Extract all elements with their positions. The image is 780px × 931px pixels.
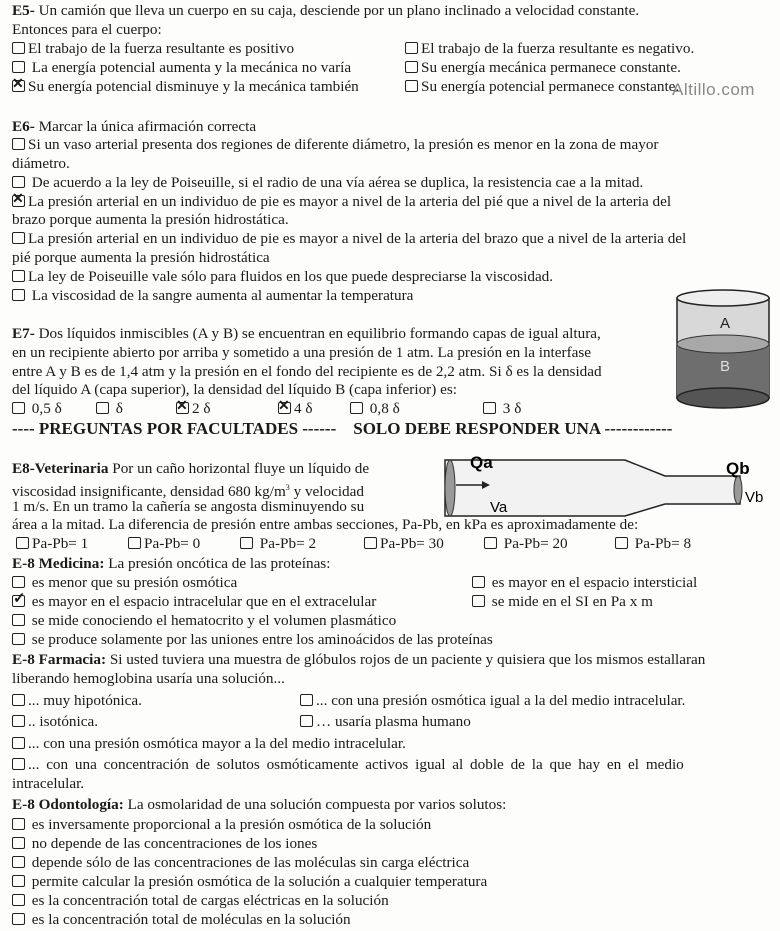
question-number: E-8 Medicina:	[12, 555, 105, 572]
option-label: La presión arterial en un individuo de pie es mayor a nivel de la arteria del brazo que a nivel de la arteria del	[28, 230, 687, 247]
checkbox-checked[interactable]	[278, 402, 291, 414]
question-number: E-8 Farmacia:	[12, 651, 107, 668]
option[interactable]	[300, 692, 685, 710]
question-number: E8-Veterinaria	[12, 460, 109, 477]
checkbox[interactable]	[240, 537, 253, 549]
option-label: 0,5 δ	[28, 400, 62, 417]
checkbox[interactable]	[12, 758, 25, 770]
option-label: La energía potencial aumenta y la mecánica no varía	[28, 59, 352, 76]
option-label: … usaría plasma humano	[316, 713, 471, 730]
label-va: Va	[490, 499, 508, 516]
checkbox[interactable]	[12, 576, 25, 588]
option[interactable]	[483, 400, 521, 418]
checkbox[interactable]	[12, 138, 25, 150]
checkbox[interactable]	[472, 576, 485, 588]
checkbox[interactable]	[12, 402, 25, 414]
checkbox[interactable]	[12, 715, 25, 727]
option-label: ... con una concentración de solutos osmóticamente activos igual al doble de la que hay en el medio	[28, 756, 684, 773]
checkbox-checked[interactable]	[12, 595, 25, 607]
checkbox[interactable]	[16, 537, 29, 549]
option[interactable]	[12, 816, 431, 834]
checkbox[interactable]	[12, 61, 25, 73]
checkbox[interactable]	[12, 913, 25, 925]
section-banner	[12, 420, 672, 438]
option-label: El trabajo de la fuerza resultante es negativo.	[421, 40, 695, 57]
option[interactable]	[484, 535, 568, 553]
checkbox[interactable]	[364, 537, 377, 549]
checkbox[interactable]	[12, 232, 25, 244]
question-text: liberando hemoglobina usaría una solución...	[12, 670, 285, 687]
label-vb: Vb	[745, 489, 764, 506]
option[interactable]	[12, 78, 359, 96]
option-label: Si un vaso arterial presenta dos regiones de diferente diámetro, la presión es menor en la zona de mayor	[28, 136, 659, 153]
question-number: E-8 Odontología:	[12, 796, 124, 813]
option[interactable]	[12, 40, 294, 58]
option[interactable]	[12, 854, 469, 872]
label-a: A	[720, 315, 731, 332]
question-number: E5-	[12, 2, 35, 19]
checkbox[interactable]	[300, 715, 313, 727]
option[interactable]	[12, 692, 142, 710]
option[interactable]	[12, 230, 686, 248]
pipe-flow-figure	[440, 452, 770, 522]
option[interactable]	[12, 835, 317, 853]
option-label: .. isotónica.	[28, 713, 99, 730]
question-text: Un camión que lleva un cuerpo en su caja, desciende por un plano inclinado a velocidad constante.	[38, 2, 640, 19]
e6-question	[12, 118, 256, 136]
checkbox[interactable]	[12, 42, 25, 54]
checkbox[interactable]	[12, 633, 25, 645]
checkbox[interactable]	[483, 402, 496, 414]
checkbox-checked[interactable]	[12, 80, 25, 92]
option-label: 3 δ	[499, 400, 522, 417]
question-text: Dos líquidos inmiscibles (A y B) se encuentran en equilibrio formando capas de igual altura,	[38, 325, 601, 342]
checkbox[interactable]	[12, 289, 25, 301]
option[interactable]	[12, 400, 62, 418]
checkbox[interactable]	[96, 402, 109, 414]
option[interactable]	[472, 593, 653, 611]
option-label: se mide conociendo el hematocrito y el volumen plasmático	[28, 612, 397, 629]
option[interactable]	[12, 873, 487, 891]
checkbox[interactable]	[12, 856, 25, 868]
option-cont: brazo porque aumenta la presión hidrostática.	[12, 211, 289, 228]
option[interactable]	[12, 193, 671, 211]
option-label: es mayor en el espacio intracelular que en el extracelular	[28, 593, 377, 610]
option-label: 4 δ	[294, 400, 313, 417]
text: y velocidad	[289, 483, 364, 501]
option[interactable]	[405, 59, 681, 77]
option-label: 0,8 δ	[366, 400, 400, 417]
option[interactable]	[12, 287, 413, 305]
option-cont: intracelular.	[12, 775, 85, 792]
option-label: La viscosidad de la sangre aumenta al aumentar la temperatura	[28, 287, 414, 304]
checkbox[interactable]	[12, 270, 25, 282]
option[interactable]	[12, 735, 406, 753]
question-text: del líquido A (capa superior), la densidad del líquido B (capa inferior) es:	[12, 381, 457, 398]
option[interactable]	[12, 268, 553, 286]
option[interactable]	[300, 713, 471, 731]
question-text: en un recipiente abierto por arriba y sometido a una presión de 1 atm. La presión en la interfase	[12, 344, 592, 361]
superscript: 3	[285, 483, 290, 492]
checkbox[interactable]	[12, 818, 25, 830]
option[interactable]	[12, 756, 684, 774]
option[interactable]	[350, 400, 400, 418]
option-label: permite calcular la presión osmótica de la solución a cualquier temperatura	[28, 873, 488, 890]
checkbox[interactable]	[405, 42, 418, 54]
option-label: Pa-Pb= 8	[631, 535, 692, 552]
option[interactable]	[12, 136, 658, 154]
question-text: La osmolaridad de una solución compuesta por varios solutos:	[123, 796, 507, 813]
e7-question	[12, 325, 601, 343]
option[interactable]	[96, 400, 123, 418]
option-label: ... muy hipotónica.	[28, 692, 142, 709]
option[interactable]	[278, 400, 313, 418]
option[interactable]	[472, 574, 697, 592]
option[interactable]	[240, 535, 316, 553]
checkbox[interactable]	[12, 694, 25, 706]
e5-question	[12, 2, 639, 20]
option-label: 2 δ	[192, 400, 211, 417]
banner-right: SOLO DEBE RESPONDER UNA ------------	[353, 419, 673, 438]
checkbox[interactable]	[405, 61, 418, 73]
option-label: Su energía potencial disminuye y la mecánica también	[28, 78, 359, 95]
question-text: 1 m/s. En un tramo la cañería se angosta disminuyendo su	[12, 498, 365, 515]
checkbox[interactable]	[12, 894, 25, 906]
option[interactable]	[405, 40, 694, 58]
option-label: La ley de Poiseuille vale sólo para fluidos en los que puede despreciarse la viscosidad.	[28, 268, 554, 285]
option[interactable]	[16, 535, 88, 553]
option-label: es inversamente proporcional a la presión osmótica de la solución	[28, 816, 432, 833]
checkbox-checked[interactable]	[176, 402, 189, 414]
text: viscosidad insignificante, densidad 680 kg/m	[12, 483, 286, 501]
option[interactable]	[405, 78, 679, 96]
checkbox[interactable]	[12, 875, 25, 887]
e5-question-cont: Entonces para el cuerpo:	[12, 21, 162, 38]
option-label: es mayor en el espacio intersticial	[488, 574, 698, 591]
option[interactable]	[12, 174, 643, 192]
question-text: Por un caño horizontal fluye un líquido de	[108, 460, 370, 477]
option-label: es la concentración total de cargas eléctricas en la solución	[28, 892, 389, 909]
option-label: Pa-Pb= 20	[500, 535, 568, 552]
question-text: entre A y B es de 1,4 atm y la presión en el fondo del recipiente es de 2,2 atm. Si δ es la densidad	[12, 363, 602, 380]
checkbox[interactable]	[12, 176, 25, 188]
option-label: Su energía potencial permanece constante.	[421, 78, 680, 95]
checkbox[interactable]	[12, 614, 25, 626]
option[interactable]	[128, 535, 200, 553]
option[interactable]	[12, 59, 351, 77]
option-label: depende sólo de las concentraciones de las moléculas sin carga eléctrica	[28, 854, 470, 871]
two-liquid-cylinder-figure	[674, 288, 774, 412]
question-number: E7-	[12, 325, 35, 342]
option-label: Su energía mecánica permanece constante.	[421, 59, 681, 76]
option-label: es la concentración total de moléculas en la solución	[28, 911, 351, 928]
odon-question	[12, 796, 506, 814]
option-cont: pié porque aumenta la presión hidrostática	[12, 249, 270, 266]
option-label: se mide en el SI en Pa x m	[488, 593, 653, 610]
checkbox[interactable]	[472, 595, 485, 607]
option[interactable]	[12, 593, 376, 611]
option-label: El trabajo de la fuerza resultante es positivo	[28, 40, 295, 57]
checkbox[interactable]	[405, 80, 418, 92]
option-label: Pa-Pb= 2	[256, 535, 317, 552]
checkbox[interactable]	[300, 694, 313, 706]
question-text: Marcar la única afirmación correcta	[38, 118, 257, 135]
option[interactable]	[12, 612, 396, 630]
vet-question	[12, 460, 369, 478]
option-label: Pa-Pb= 30	[380, 535, 444, 552]
med-question	[12, 555, 330, 573]
checkbox[interactable]	[12, 737, 25, 749]
checkbox[interactable]	[128, 537, 141, 549]
option-label: ... con una presión osmótica mayor a la del medio intracelular.	[28, 735, 406, 752]
question-text: La presión oncótica de las proteínas:	[104, 555, 331, 572]
option-cont: diámetro.	[12, 155, 70, 172]
option[interactable]	[12, 911, 351, 929]
option[interactable]	[615, 535, 691, 553]
banner-left: ---- PREGUNTAS POR FACULTADES ------	[12, 419, 337, 438]
checkbox-checked[interactable]	[12, 195, 25, 207]
watermark: Altillo.com	[672, 80, 755, 99]
option-label: ... con una presión osmótica igual a la del medio intracelular.	[316, 692, 686, 709]
farm-question	[12, 651, 705, 669]
option[interactable]	[12, 713, 98, 731]
option[interactable]	[12, 574, 237, 592]
question-text: área a la mitad. La diferencia de presión entre ambas secciones, Pa-Pb, en kPa es aproximadamente de:	[12, 516, 639, 533]
label-b: B	[720, 358, 731, 375]
option-label: δ	[112, 400, 123, 417]
option-label: se produce solamente por las uniones entre los aminoácidos de las proteínas	[28, 631, 493, 648]
option-label: no depende de las concentraciones de los iones	[28, 835, 318, 852]
checkbox[interactable]	[12, 837, 25, 849]
option-label: es menor que su presión osmótica	[28, 574, 238, 591]
option-label: De acuerdo a la ley de Poiseuille, si el radio de una vía aérea se duplica, la resistencia cae a la mitad.	[28, 174, 644, 191]
label-qb: Qb	[726, 459, 750, 478]
checkbox[interactable]	[484, 537, 497, 549]
question-text: Si usted tuviera una muestra de glóbulos rojos de un paciente y quisiera que los mismos estallaran	[106, 651, 706, 668]
question-number: E6-	[12, 118, 35, 135]
checkbox[interactable]	[350, 402, 363, 414]
option[interactable]	[12, 892, 389, 910]
option[interactable]	[364, 535, 444, 553]
checkbox[interactable]	[615, 537, 628, 549]
option[interactable]	[12, 631, 493, 649]
option-label: Pa-Pb= 1	[32, 535, 89, 552]
option[interactable]	[176, 400, 211, 418]
label-qa: Qa	[470, 453, 493, 472]
option-label: Pa-Pb= 0	[144, 535, 201, 552]
option-label: La presión arterial en un individuo de pie es mayor a nivel de la arteria del pié que a nivel de la arteria del	[28, 193, 672, 210]
